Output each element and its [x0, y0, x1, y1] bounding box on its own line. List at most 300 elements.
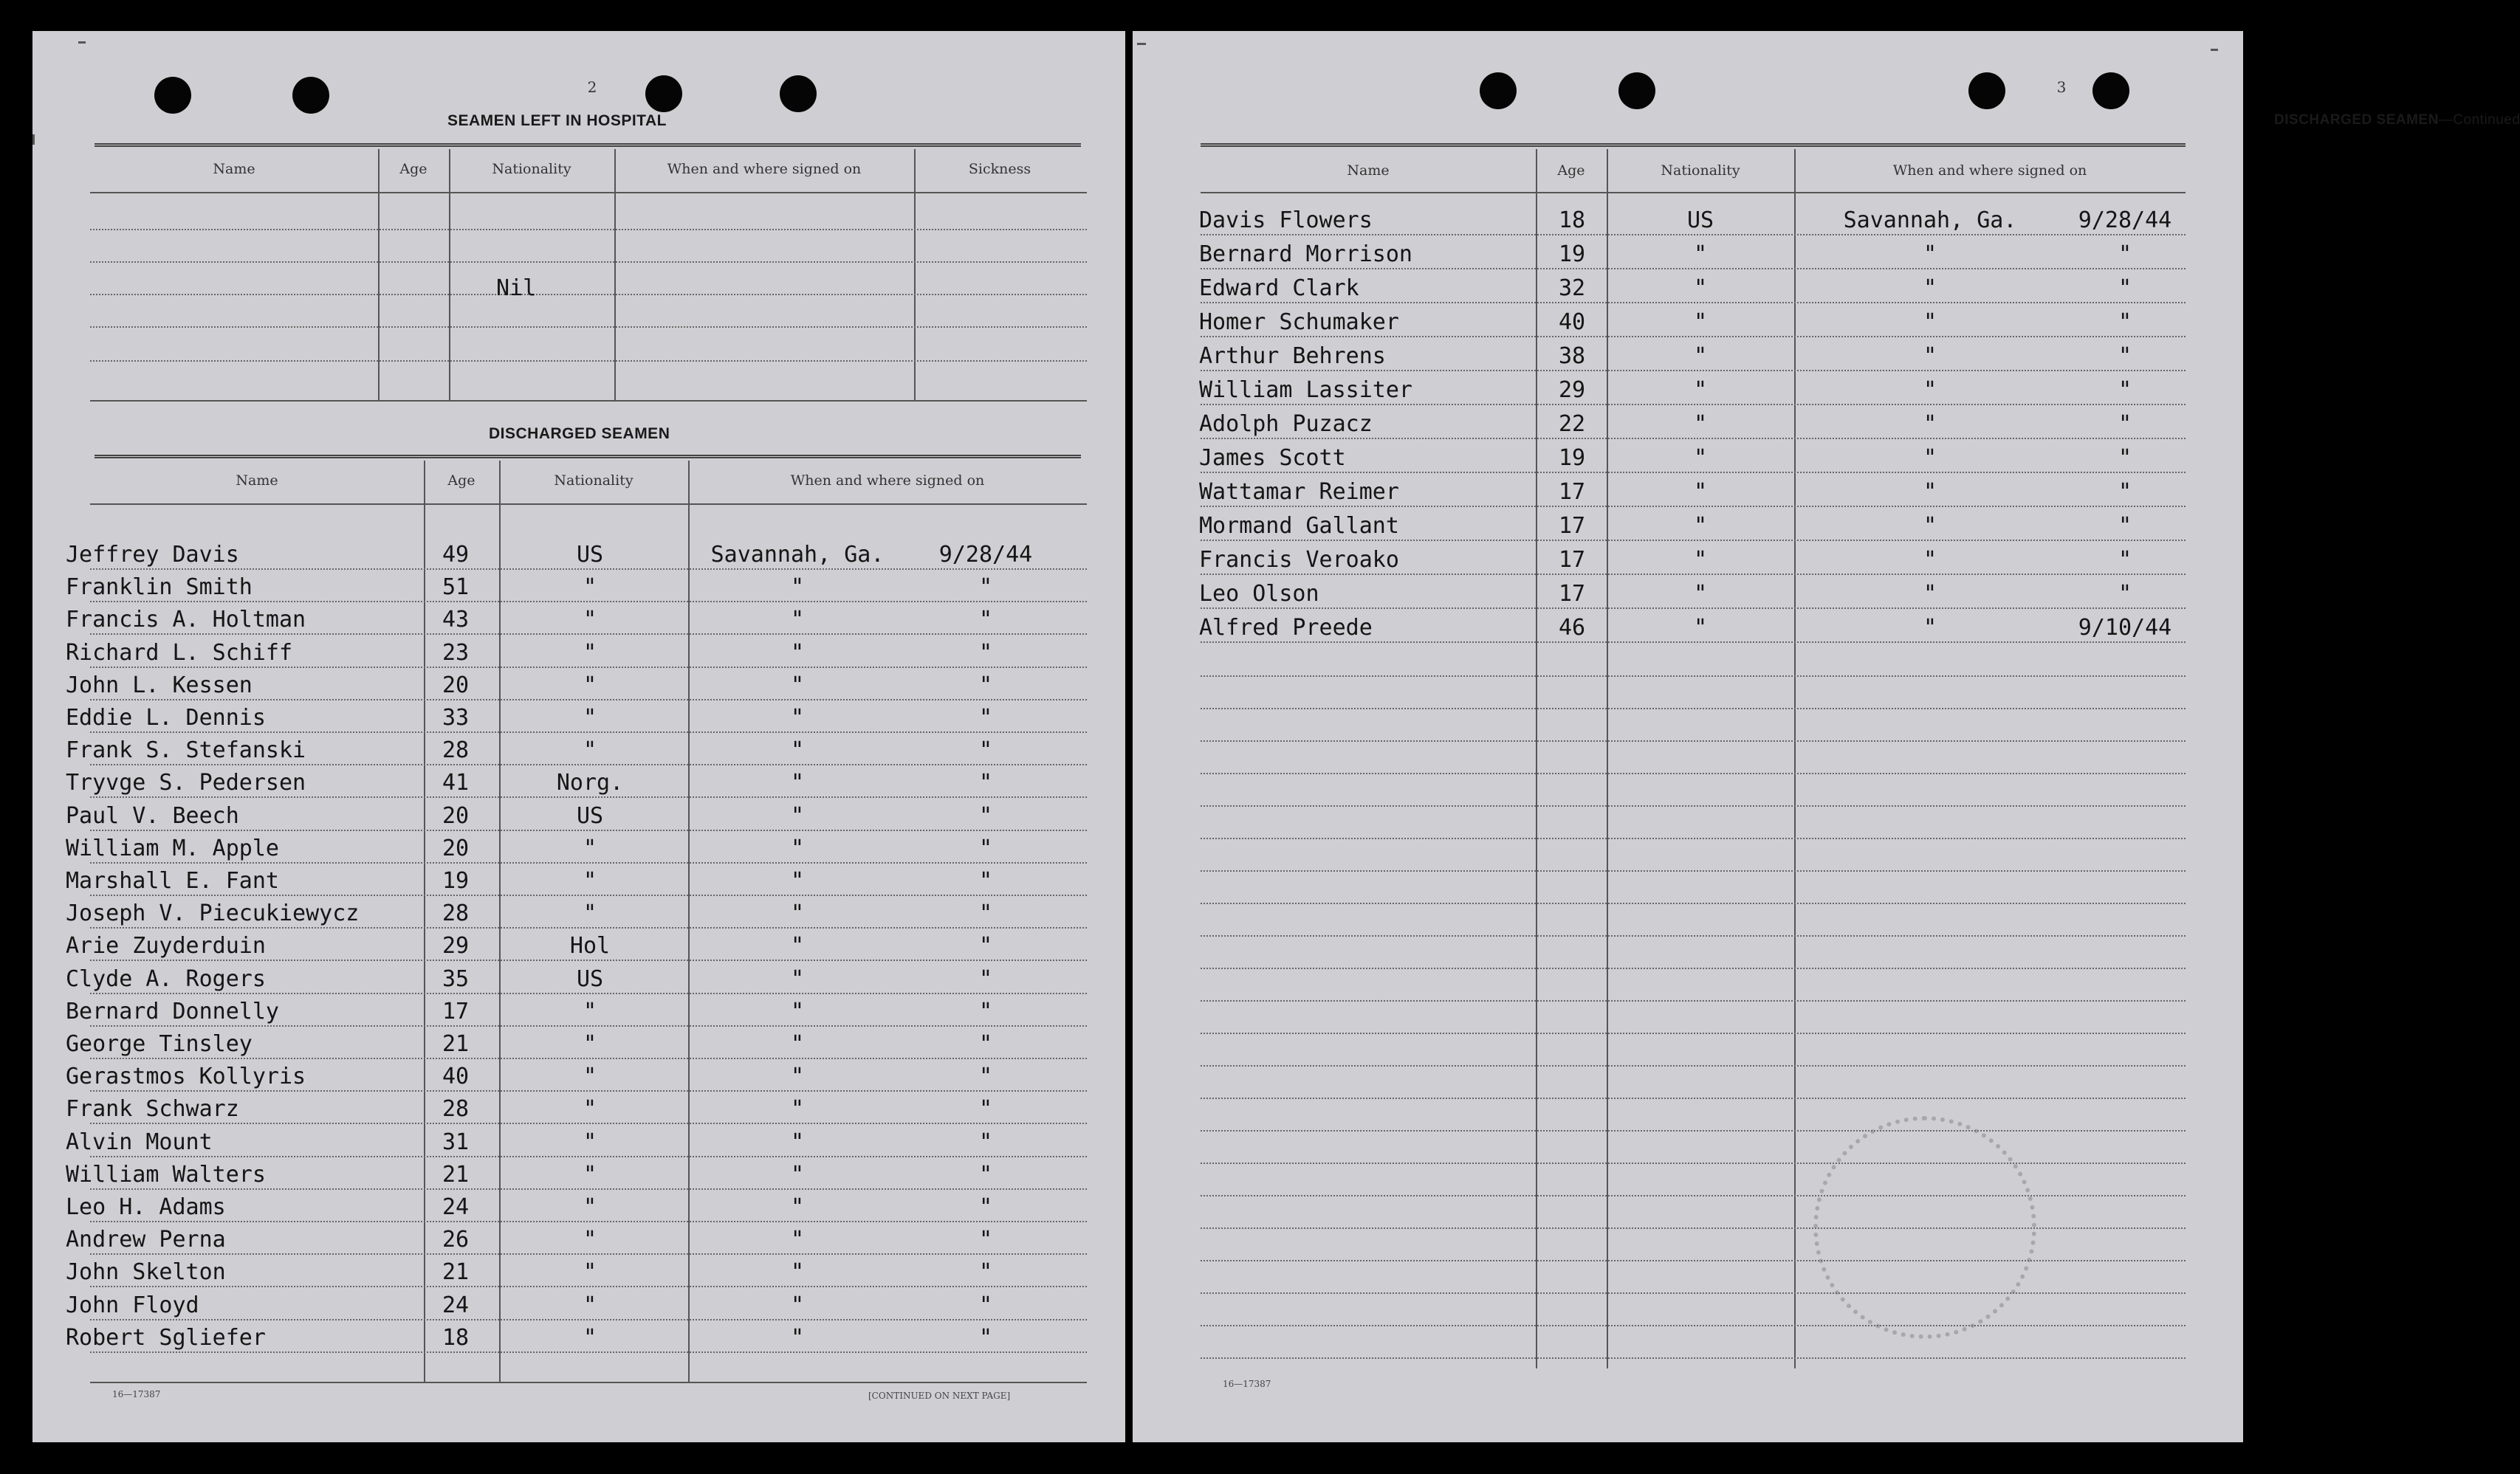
signed-on-date: "	[978, 574, 993, 600]
signed-on-place: "	[790, 770, 805, 796]
seaman-nationality: "	[1693, 411, 1708, 437]
seaman-age: 31	[442, 1129, 470, 1155]
seaman-age: 29	[442, 933, 470, 959]
seaman-name: William Lassiter	[1199, 377, 1412, 403]
table-top-rule	[1201, 143, 2186, 147]
seaman-nationality: "	[1693, 377, 1708, 403]
seaman-name: Alfred Preede	[1199, 615, 1373, 641]
seaman-nationality: US	[576, 803, 604, 829]
seaman-name: Gerastmos Kollyris	[66, 1064, 306, 1089]
seaman-nationality: "	[583, 607, 597, 633]
row-line	[90, 1253, 1087, 1255]
signed-on-date: "	[978, 1259, 993, 1285]
row-line	[1201, 506, 2186, 507]
signed-on-date: "	[978, 737, 993, 763]
seaman-nationality: "	[583, 1031, 597, 1057]
row-line	[90, 1090, 1087, 1092]
signed-on-place: "	[790, 705, 805, 731]
signed-on-date: "	[2118, 547, 2132, 573]
signed-on-date: "	[2118, 377, 2132, 403]
table-header-rule	[90, 192, 1087, 193]
signed-on-date: "	[978, 1031, 993, 1057]
signed-on-date: "	[978, 1227, 993, 1253]
signed-on-date: "	[978, 803, 993, 829]
row-line	[90, 326, 1087, 328]
signed-on-place: "	[790, 999, 805, 1024]
seaman-nationality: "	[583, 1162, 597, 1188]
seaman-nationality: "	[583, 1129, 597, 1155]
row-line	[1201, 1292, 2186, 1294]
seaman-age: 20	[442, 803, 470, 829]
seaman-name: Davis Flowers	[1199, 207, 1373, 233]
seaman-name: William Walters	[66, 1162, 266, 1188]
signed-on-place: "	[1923, 343, 1937, 369]
row-line	[1201, 1227, 2186, 1229]
seaman-name: Jeffrey Davis	[66, 542, 239, 568]
column-header-name: Name	[236, 472, 278, 489]
table-bottom-rule	[90, 400, 1087, 402]
signed-on-date: "	[978, 999, 993, 1024]
seaman-nationality: "	[583, 705, 597, 731]
signed-on-place: "	[790, 868, 805, 894]
signed-on-date: "	[2118, 309, 2132, 335]
row-line	[1201, 641, 2186, 643]
punch-hole	[292, 77, 329, 114]
row-line	[1201, 472, 2186, 473]
signed-on-place: "	[790, 1064, 805, 1089]
seaman-nationality: US	[1686, 207, 1714, 233]
seaman-nationality: "	[583, 1064, 597, 1089]
scan-mark	[78, 41, 86, 44]
punch-hole	[2092, 72, 2129, 109]
row-line	[90, 1025, 1087, 1027]
seaman-age: 22	[1558, 411, 1586, 437]
seaman-nationality: "	[583, 900, 597, 926]
signed-on-date: "	[2118, 581, 2132, 607]
signed-on-place: "	[1923, 275, 1937, 301]
row-line	[1201, 1065, 2186, 1067]
row-line	[1201, 1357, 2186, 1359]
row-line	[1201, 1260, 2186, 1261]
seaman-age: 35	[442, 966, 470, 992]
seaman-age: 17	[1558, 581, 1586, 607]
seaman-name: Andrew Perna	[66, 1227, 226, 1253]
seaman-age: 41	[442, 770, 470, 796]
seaman-nationality: "	[1693, 241, 1708, 267]
signed-on-date: "	[978, 770, 993, 796]
signed-on-date: "	[978, 1194, 993, 1220]
seaman-name: Edward Clark	[1199, 275, 1359, 301]
seaman-age: 20	[442, 836, 470, 861]
seaman-age: 21	[442, 1031, 470, 1057]
signed-on-date: "	[978, 868, 993, 894]
seaman-age: 17	[1558, 479, 1586, 505]
signed-on-date: "	[2118, 445, 2132, 471]
row-line	[90, 294, 1087, 295]
row-line	[90, 731, 1087, 733]
column-divider	[378, 149, 380, 402]
seaman-name: Clyde A. Rogers	[66, 966, 266, 992]
seaman-age: 23	[442, 640, 470, 666]
seaman-name: Alvin Mount	[66, 1129, 213, 1155]
punch-hole	[1480, 72, 1517, 109]
seaman-age: 28	[442, 900, 470, 926]
seaman-age: 33	[442, 705, 470, 731]
seaman-nationality: "	[583, 1227, 597, 1253]
row-line	[90, 601, 1087, 602]
signed-on-date: "	[978, 640, 993, 666]
signed-on-date: "	[978, 705, 993, 731]
signed-on-place: "	[790, 672, 805, 698]
row-line	[1201, 234, 2186, 235]
seaman-age: 19	[442, 868, 470, 894]
column-divider	[424, 461, 425, 1382]
signed-on-date: 9/10/44	[2078, 615, 2172, 641]
seaman-nationality: "	[583, 868, 597, 894]
signed-on-date: 9/28/44	[938, 542, 1033, 568]
seaman-nationality: "	[583, 1194, 597, 1220]
title-main: DISCHARGED SEAMEN	[2274, 112, 2439, 128]
hospital-entry: Nil	[496, 275, 537, 301]
row-line	[90, 993, 1087, 994]
row-line	[1201, 1195, 2186, 1196]
column-divider	[449, 149, 450, 402]
seaman-name: Bernard Donnelly	[66, 999, 279, 1024]
signed-on-date: "	[978, 672, 993, 698]
seaman-nationality: "	[1693, 615, 1708, 641]
seaman-nationality: US	[576, 542, 604, 568]
faded-stamp	[1813, 1116, 2036, 1339]
seaman-name: Wattamar Reimer	[1199, 479, 1399, 505]
signed-on-place: "	[1923, 581, 1937, 607]
signed-on-date: "	[2118, 479, 2132, 505]
column-header-nationality: Nationality	[492, 161, 571, 177]
row-line	[90, 261, 1087, 263]
seaman-age: 19	[1558, 445, 1586, 471]
signed-on-date: "	[978, 900, 993, 926]
signed-on-place: "	[790, 1031, 805, 1057]
seaman-name: Bernard Morrison	[1199, 241, 1412, 267]
seaman-age: 18	[442, 1325, 470, 1351]
signed-on-place: "	[790, 640, 805, 666]
punch-hole	[645, 75, 682, 112]
scan-mark	[2211, 49, 2218, 51]
row-line	[1201, 805, 2186, 807]
row-line	[1201, 336, 2186, 337]
table-top-rule	[95, 455, 1081, 458]
row-line	[90, 830, 1087, 831]
seaman-age: 26	[442, 1227, 470, 1253]
seaman-age: 19	[1558, 241, 1586, 267]
seaman-name: Leo H. Adams	[66, 1194, 226, 1220]
signed-on-place: "	[790, 900, 805, 926]
row-line	[90, 1319, 1087, 1320]
seaman-age: 38	[1558, 343, 1586, 369]
signed-on-place: "	[790, 1096, 805, 1122]
seaman-nationality: "	[1693, 309, 1708, 335]
scan-mark	[1137, 43, 1146, 45]
seaman-age: 28	[442, 737, 470, 763]
table-top-rule	[95, 143, 1081, 147]
seaman-name: John Skelton	[66, 1259, 226, 1285]
seaman-age: 17	[1558, 547, 1586, 573]
column-header-age: Age	[447, 472, 475, 489]
row-line	[1201, 968, 2186, 969]
column-divider	[688, 461, 690, 1382]
column-header-name: Name	[213, 161, 255, 177]
signed-on-date: 9/28/44	[2078, 207, 2172, 233]
table-header-rule	[1201, 192, 2186, 193]
seaman-name: Robert Sgliefer	[66, 1325, 266, 1351]
signed-on-place: Savannah, Ga.	[710, 542, 885, 568]
row-line	[1201, 302, 2186, 303]
column-divider	[914, 149, 916, 402]
column-divider	[499, 461, 501, 1382]
seaman-name: Francis A. Holtman	[66, 607, 306, 633]
signed-on-place: "	[1923, 309, 1937, 335]
signed-on-place: "	[790, 607, 805, 633]
signed-on-place: "	[1923, 241, 1937, 267]
form-number: 16—17387	[112, 1389, 161, 1399]
seaman-name: Adolph Puzacz	[1199, 411, 1373, 437]
seaman-name: Eddie L. Dennis	[66, 705, 266, 731]
seaman-age: 17	[442, 999, 470, 1024]
seaman-name: Paul V. Beech	[66, 803, 239, 829]
seaman-age: 43	[442, 607, 470, 633]
row-line	[90, 699, 1087, 700]
row-line	[90, 1221, 1087, 1222]
seaman-age: 40	[1558, 309, 1586, 335]
row-line	[1201, 1325, 2186, 1326]
seaman-age: 18	[1558, 207, 1586, 233]
row-line	[1201, 838, 2186, 839]
row-line	[90, 568, 1087, 570]
signed-on-date: "	[978, 1162, 993, 1188]
seaman-age: 21	[442, 1259, 470, 1285]
column-header-sickness: Sickness	[968, 161, 1031, 177]
signed-on-place: "	[790, 966, 805, 992]
punch-hole	[780, 75, 817, 112]
seaman-name: Homer Schumaker	[1199, 309, 1399, 335]
column-header-nationality: Nationality	[1661, 162, 1740, 179]
signed-on-date: "	[978, 607, 993, 633]
seaman-age: 32	[1558, 275, 1586, 301]
seaman-nationality: "	[1693, 275, 1708, 301]
row-line	[90, 960, 1087, 961]
seaman-name: Mormand Gallant	[1199, 513, 1399, 539]
signed-on-place: "	[790, 1129, 805, 1155]
discharged-continued-title	[2274, 112, 2520, 128]
signed-on-place: "	[790, 1162, 805, 1188]
signed-on-date: "	[978, 836, 993, 861]
row-line	[1201, 370, 2186, 371]
row-line	[1201, 438, 2186, 439]
right-page	[1133, 31, 2520, 1442]
row-line	[1201, 903, 2186, 904]
seaman-name: William M. Apple	[66, 836, 279, 861]
seaman-age: 21	[442, 1162, 470, 1188]
punch-hole	[1618, 72, 1655, 109]
seaman-name: Joseph V. Piecukiewycz	[66, 900, 360, 926]
row-line	[1201, 574, 2186, 575]
table-header-rule	[90, 503, 1087, 505]
column-header-signed-on: When and where signed on	[1892, 162, 2087, 179]
row-line	[90, 764, 1087, 765]
row-line	[90, 796, 1087, 798]
form-number: 16—17387	[1223, 1379, 1271, 1389]
seaman-age: 24	[442, 1292, 470, 1318]
column-divider	[614, 149, 616, 402]
signed-on-place: "	[790, 803, 805, 829]
left-page	[32, 31, 1125, 1442]
signed-on-place: "	[790, 574, 805, 600]
seaman-nationality: "	[583, 737, 597, 763]
signed-on-date: "	[2118, 513, 2132, 539]
row-line	[1201, 1098, 2186, 1099]
row-line	[1201, 870, 2186, 872]
row-line	[1201, 773, 2186, 774]
row-line	[90, 1286, 1087, 1287]
row-line	[1201, 708, 2186, 709]
row-line	[1201, 404, 2186, 405]
signed-on-date: "	[2118, 241, 2132, 267]
row-line	[90, 360, 1087, 362]
seaman-nationality: Norg.	[556, 770, 624, 796]
seaman-age: 20	[442, 672, 470, 698]
column-header-age: Age	[399, 161, 428, 177]
signed-on-place: "	[790, 1292, 805, 1318]
row-line	[90, 667, 1087, 668]
punch-hole	[154, 77, 191, 114]
seaman-nationality: "	[1693, 547, 1708, 573]
row-line	[90, 1123, 1087, 1124]
signed-on-date: "	[978, 1292, 993, 1318]
signed-on-place: "	[790, 1227, 805, 1253]
column-header-signed-on: When and where signed on	[790, 472, 985, 489]
seaman-name: Marshall E. Fant	[66, 868, 279, 894]
signed-on-date: "	[978, 1064, 993, 1089]
punch-hole	[1968, 72, 2005, 109]
row-line	[90, 862, 1087, 864]
seaman-nationality: "	[583, 999, 597, 1024]
signed-on-place: "	[1923, 513, 1937, 539]
seaman-name: Leo Olson	[1199, 581, 1319, 607]
row-line	[1201, 268, 2186, 269]
seaman-nationality: "	[583, 574, 597, 600]
signed-on-date: "	[2118, 411, 2132, 437]
signed-on-date: "	[978, 1096, 993, 1122]
seaman-nationality: "	[583, 1259, 597, 1285]
signed-on-date: "	[2118, 343, 2132, 369]
row-line	[90, 633, 1087, 635]
row-line	[90, 1188, 1087, 1190]
signed-on-place: "	[1923, 479, 1937, 505]
scan-mark	[32, 134, 35, 145]
seaman-nationality: "	[1693, 343, 1708, 369]
signed-on-date: "	[978, 933, 993, 959]
signed-on-place: "	[790, 836, 805, 861]
signed-on-date: "	[2118, 275, 2132, 301]
signed-on-place: "	[1923, 377, 1937, 403]
row-line	[1201, 607, 2186, 609]
seaman-nationality: Hol	[569, 933, 611, 959]
row-line	[1201, 1000, 2186, 1002]
row-line	[90, 1351, 1087, 1353]
seaman-age: 24	[442, 1194, 470, 1220]
seaman-nationality: "	[1693, 445, 1708, 471]
seaman-name: Frank S. Stefanski	[66, 737, 306, 763]
title-suffix: —Continued	[2438, 112, 2520, 128]
seaman-name: John Floyd	[66, 1292, 199, 1318]
signed-on-place: Savannah, Ga.	[1843, 207, 2017, 233]
seaman-name: Franklin Smith	[66, 574, 253, 600]
signed-on-place: "	[790, 1194, 805, 1220]
seaman-nationality: US	[576, 966, 604, 992]
hospital-section-title: SEAMEN LEFT IN HOSPITAL	[447, 112, 667, 129]
column-header-nationality: Nationality	[554, 472, 634, 489]
signed-on-place: "	[790, 1259, 805, 1285]
row-line	[1201, 1163, 2186, 1164]
seaman-nationality: "	[1693, 581, 1708, 607]
column-header-age: Age	[1557, 162, 1585, 179]
row-line	[90, 229, 1087, 230]
seaman-nationality: "	[1693, 479, 1708, 505]
seaman-nationality: "	[1693, 513, 1708, 539]
seaman-nationality: "	[583, 672, 597, 698]
row-line	[90, 895, 1087, 896]
row-line	[90, 1156, 1087, 1157]
table-bottom-rule	[90, 1382, 1087, 1383]
row-line	[1201, 1130, 2186, 1132]
seaman-name: Richard L. Schiff	[66, 640, 293, 666]
signed-on-place: "	[1923, 547, 1937, 573]
signed-on-place: "	[790, 1325, 805, 1351]
page-number: 3	[2056, 78, 2067, 96]
row-line	[1201, 540, 2186, 541]
seaman-age: 28	[442, 1096, 470, 1122]
row-line	[90, 927, 1087, 929]
seaman-nationality: "	[583, 1096, 597, 1122]
row-line	[1201, 675, 2186, 677]
row-line	[1201, 1033, 2186, 1034]
signed-on-place: "	[790, 737, 805, 763]
row-line	[1201, 740, 2186, 742]
column-divider	[1536, 149, 1537, 1368]
signed-on-date: "	[978, 1325, 993, 1351]
signed-on-place: "	[790, 933, 805, 959]
page-number: 2	[587, 78, 597, 96]
continued-note: [CONTINUED ON NEXT PAGE]	[868, 1391, 1011, 1401]
seaman-name: Arie Zuyderduin	[66, 933, 266, 959]
seaman-age: 40	[442, 1064, 470, 1089]
seaman-age: 51	[442, 574, 470, 600]
seaman-nationality: "	[583, 1292, 597, 1318]
seaman-age: 17	[1558, 513, 1586, 539]
seaman-age: 29	[1558, 377, 1586, 403]
discharged-section-title: DISCHARGED SEAMEN	[489, 425, 670, 442]
column-divider	[1607, 149, 1608, 1368]
seaman-nationality: "	[583, 836, 597, 861]
seaman-name: Francis Veroako	[1199, 547, 1399, 573]
signed-on-place: "	[1923, 411, 1937, 437]
seaman-name: George Tinsley	[66, 1031, 253, 1057]
seaman-name: Frank Schwarz	[66, 1096, 239, 1122]
row-line	[90, 1058, 1087, 1059]
seaman-name: James Scott	[1199, 445, 1346, 471]
seaman-age: 49	[442, 542, 470, 568]
signed-on-date: "	[978, 966, 993, 992]
signed-on-place: "	[1923, 615, 1937, 641]
